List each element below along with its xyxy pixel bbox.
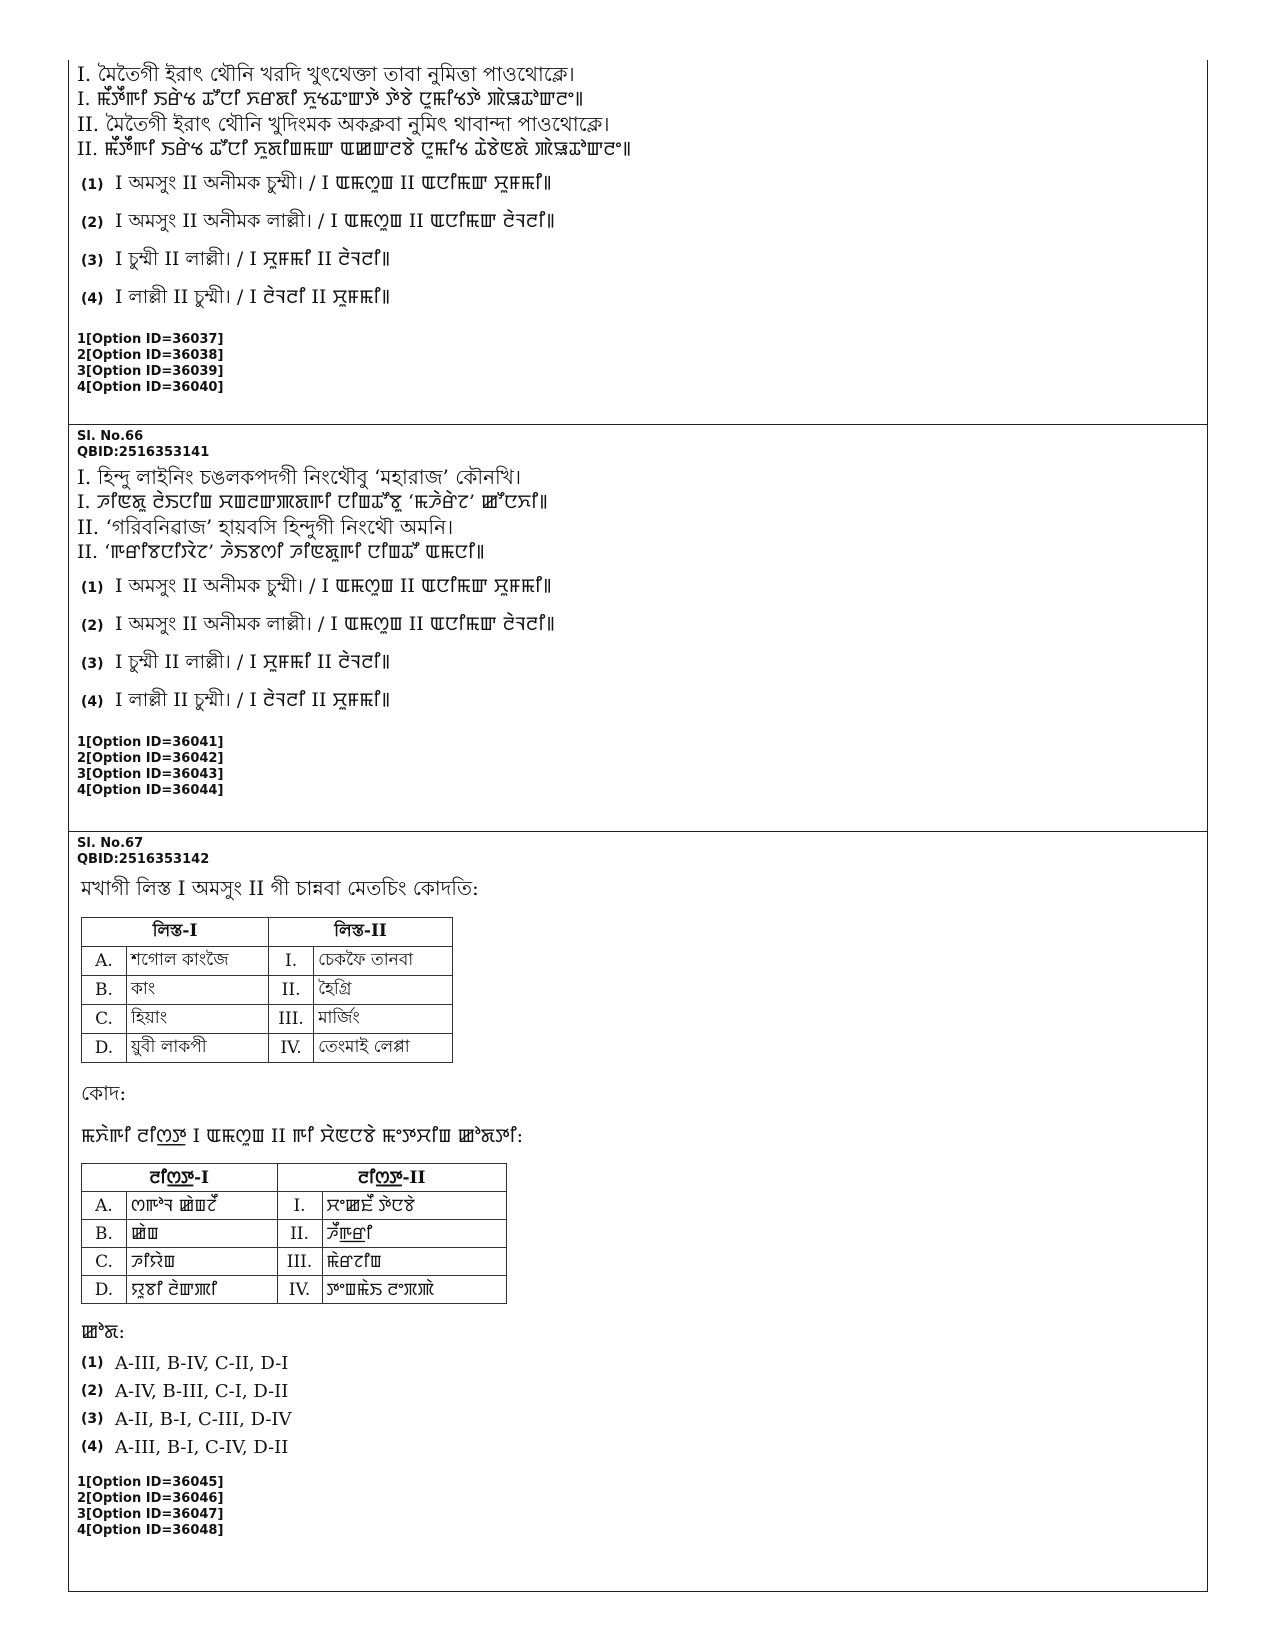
table-row: [82, 947, 453, 976]
row-value: ꯇꯦꯡꯃꯥꯏ ꯂꯦꯞꯄꯥ: [322, 1276, 506, 1304]
row-key: A.: [82, 1192, 127, 1220]
option-id: 2[Option ID=36042]: [77, 751, 224, 766]
row-value: কাং: [127, 976, 269, 1005]
question-block-66: [69, 425, 1207, 832]
option-3[interactable]: [77, 1405, 1199, 1433]
table-row: [82, 1005, 453, 1034]
option-4[interactable]: [77, 1433, 1199, 1461]
option-2[interactable]: [77, 204, 1199, 242]
qbid: QBID:2516353142: [77, 852, 210, 867]
row-key: D.: [82, 1276, 127, 1304]
option-text: I অমসুং II অনীমক চুম্মী। / I ꯑꯃꯁꯨꯡ II ꯑꯅꯤꯃꯛ ꯆꯨꯝꯃꯤ꯫: [115, 172, 552, 194]
row-value: ꯍꯤꯌꯥꯡ: [127, 1248, 278, 1276]
row-key: B.: [82, 976, 127, 1005]
option-id: 4[Option ID=36048]: [77, 1523, 224, 1538]
option-number: (1): [81, 580, 104, 596]
statement-i-meitei: I. ꯃꯩꯇꯩꯒꯤ ꯏꯔꯥꯠ ꯊꯧꯅꯤ ꯈꯔꯗꯤ ꯈꯨꯠꯊꯦꯛꯇꯥ ꯇꯥꯕꯥ ꯅꯨꯃꯤꯠꯇꯥ ꯄꯥꯎꯊꯣꯛꯂꯦ꯫: [77, 88, 584, 110]
question-block-65: [69, 60, 1207, 425]
option-text: I অমসুং II অনীমক লাল্লী। / I ꯑꯃꯁꯨꯡ II ꯑꯅꯤꯃꯛ ꯂꯥꯜꯂꯤ꯫: [115, 210, 555, 232]
option-text: A-II, B-I, C-III, D-IV: [115, 1408, 292, 1430]
match-table-bengali: [81, 917, 453, 1063]
row-key: II.: [269, 976, 314, 1005]
option-text: I লাল্লী II চুম্মী। / I ꯂꯥꯜꯂꯤ II ꯆꯨꯝꯃꯤ꯫: [115, 689, 391, 711]
row-key: B.: [82, 1220, 127, 1248]
table-row: [82, 1192, 507, 1220]
row-value: ꯆꯦꯀꯐꯩ ꯇꯥꯅꯕꯥ: [322, 1192, 506, 1220]
option-id: 1[Option ID=36041]: [77, 735, 224, 750]
option-id: 2[Option ID=36046]: [77, 1491, 224, 1506]
table-row: [82, 1034, 453, 1063]
serial-number: Sl. No.66: [77, 429, 144, 444]
option-id: 3[Option ID=36047]: [77, 1507, 224, 1522]
row-value: ꯍꯩꯒ꯭ꯔꯤ: [322, 1220, 506, 1248]
row-value: হিয়াং: [127, 1005, 269, 1034]
row-key: D.: [82, 1034, 127, 1063]
row-key: III.: [269, 1005, 314, 1034]
statement-ii-meitei: II. ꯃꯩꯇꯩꯒꯤ ꯏꯔꯥꯠ ꯊꯧꯅꯤ ꯈꯨꯗꯤꯡꯃꯛ ꯑꯀꯛꯂꯕꯥ ꯅꯨꯃꯤꯠ ꯊꯥꯕꯥꯟꯗꯥ ꯄꯥꯎꯊꯣꯛꯂꯦ꯫: [77, 138, 632, 160]
statement-i-bengali: I. মৈতৈগী ইরাৎ থৌনি খরদি খুৎথেক্তা তাবা নুমিত্তা পাওথোক্লে।: [77, 62, 575, 86]
statement-i-bengali: I. হিন্দু লাইনিং চঙলকপদগী নিংথৌবু ‘মহারাজ’ কৌনখি।: [77, 465, 522, 489]
table-header: লিস্ত-I: [82, 918, 269, 947]
option-2[interactable]: [77, 1377, 1199, 1405]
row-key: I.: [277, 1192, 322, 1220]
row-key: IV.: [269, 1034, 314, 1063]
row-key: C.: [82, 1248, 127, 1276]
option-text: I অমসুং II অনীমক লাল্লী। / I ꯑꯃꯁꯨꯡ II ꯑꯅꯤꯃꯛ ꯂꯥꯜꯂꯤ꯫: [115, 613, 555, 635]
qbid: QBID:2516353141: [77, 445, 210, 460]
option-id: 1[Option ID=36045]: [77, 1475, 224, 1490]
row-key: C.: [82, 1005, 127, 1034]
table-row: [82, 976, 453, 1005]
option-number: (2): [81, 215, 104, 231]
option-4[interactable]: [77, 280, 1199, 318]
row-value: শগোল কাংজৈ: [127, 947, 269, 976]
option-text: A-IV, B-III, C-I, D-II: [115, 1380, 289, 1402]
option-number: (4): [81, 694, 104, 710]
option-3[interactable]: [77, 242, 1199, 280]
option-text: A-III, B-I, C-IV, D-II: [115, 1436, 289, 1458]
option-text: I চুম্মী II লাল্লী। / I ꯆꯨꯝꯃꯤ II ꯂꯥꯜꯂꯤ꯫: [115, 651, 391, 673]
option-number: (4): [81, 1439, 104, 1455]
statement-ii-bengali: II. ‘গরিবনিৱাজ’ হায়বসি হিন্দুগী নিংথৌ অমনি।: [77, 515, 454, 539]
row-key: A.: [82, 947, 127, 976]
option-id: 3[Option ID=36039]: [77, 364, 224, 379]
row-value: ꯌꯨꯕꯤ ꯂꯥꯛꯄꯤ: [127, 1276, 278, 1304]
match-table-meitei: [81, 1163, 507, 1304]
option-id: 1[Option ID=36037]: [77, 332, 224, 347]
code-label-bengali: কোদ:: [81, 1081, 127, 1105]
row-key: I.: [269, 947, 314, 976]
row-value: ꯃꯥꯔꯖꯤꯡ: [322, 1248, 506, 1276]
option-number: (3): [81, 1411, 104, 1427]
row-value: তেংমাই লেপ্পা: [314, 1034, 453, 1063]
row-value: মার্জিং: [314, 1005, 453, 1034]
question-paper: [68, 60, 1208, 1592]
table-row: [82, 1276, 507, 1304]
code-label-meitei: ꯀꯣꯗ:: [81, 1321, 125, 1343]
option-number: (4): [81, 291, 104, 307]
row-value: য়ুবী লাকপী: [127, 1034, 269, 1063]
table-header: ꯂꯤꯁ꯭ꯇ-II: [277, 1164, 506, 1192]
option-number: (3): [81, 253, 104, 269]
option-id: 3[Option ID=36043]: [77, 767, 224, 782]
row-value: ꯀꯥꯡ: [127, 1220, 278, 1248]
statement-ii-bengali: II. মৈতৈগী ইরাৎ থৌনি খুদিংমক অকক্লবা নুমিৎ থাবান্দা পাওথোক্লে।: [77, 112, 610, 136]
statement-ii-meitei: II. ‘ꯒꯔꯤꯕꯅꯤꯋꯥꯖ’ ꯍꯥꯏꯕꯁꯤ ꯍꯤꯟꯗꯨꯒꯤ ꯅꯤꯡꯊꯧ ꯑꯃꯅꯤ꯫: [77, 541, 485, 563]
row-value: ꯁꯒꯣꯜ ꯀꯥꯡꯖꯩ: [127, 1192, 278, 1220]
row-key: IV.: [277, 1276, 322, 1304]
option-text: I চুম্মী II লাল্লী। / I ꯆꯨꯝꯃꯤ II ꯂꯥꯜꯂꯤ꯫: [115, 248, 391, 270]
option-2[interactable]: [77, 607, 1199, 645]
option-text: I লাল্লী II চুম্মী। / I ꯂꯥꯜꯂꯤ II ꯆꯨꯝꯃꯤ꯫: [115, 286, 391, 308]
row-key: II.: [277, 1220, 322, 1248]
table-header: ꯂꯤꯁ꯭ꯇ-I: [82, 1164, 278, 1192]
option-1[interactable]: [77, 166, 1199, 204]
table-row: [82, 1248, 507, 1276]
table-row: [82, 1220, 507, 1248]
prompt-bengali: মখাগী লিস্ত I অমসুং II গী চান্নবা মেতচিং কোদতি:: [81, 876, 479, 900]
option-text: A-III, B-IV, C-II, D-I: [115, 1352, 289, 1374]
option-number: (1): [81, 1355, 104, 1371]
row-key: III.: [277, 1248, 322, 1276]
prompt-meitei: ꯃꯈꯥꯒꯤ ꯂꯤꯁ꯭ꯇ I ꯑꯃꯁꯨꯡ II ꯒꯤ ꯆꯥꯟꯅꯕꯥ ꯃꯦꯇꯆꯤꯡ ꯀꯣꯗꯇꯤ:: [81, 1125, 524, 1147]
option-number: (3): [81, 656, 104, 672]
option-id: 4[Option ID=36040]: [77, 380, 224, 395]
option-text: I অমসুং II অনীমক চুম্মী। / I ꯑꯃꯁꯨꯡ II ꯑꯅꯤꯃꯛ ꯆꯨꯝꯃꯤ꯫: [115, 575, 552, 597]
row-value: চেকফৈ তানবা: [314, 947, 453, 976]
serial-number: Sl. No.67: [77, 836, 144, 851]
option-4[interactable]: [77, 683, 1199, 721]
option-id: 4[Option ID=36044]: [77, 783, 224, 798]
option-number: (2): [81, 618, 104, 634]
statement-i-meitei: I. ꯍꯤꯟꯗꯨ ꯂꯥꯏꯅꯤꯡ ꯆꯡꯂꯛꯄꯗꯒꯤ ꯅꯤꯡꯊꯧꯕꯨ ‘ꯃꯍꯥꯔꯥꯖ’ ꯀꯧꯅꯈꯤ꯫: [77, 491, 548, 513]
row-value: হৈগ্রি: [314, 976, 453, 1005]
option-id: 2[Option ID=36038]: [77, 348, 224, 363]
option-number: (2): [81, 1383, 104, 1399]
option-1[interactable]: [77, 569, 1199, 607]
option-1[interactable]: [77, 1349, 1199, 1377]
table-header: লিস্ত-II: [269, 918, 453, 947]
option-number: (1): [81, 177, 104, 193]
question-block-67: [69, 832, 1207, 1592]
option-3[interactable]: [77, 645, 1199, 683]
